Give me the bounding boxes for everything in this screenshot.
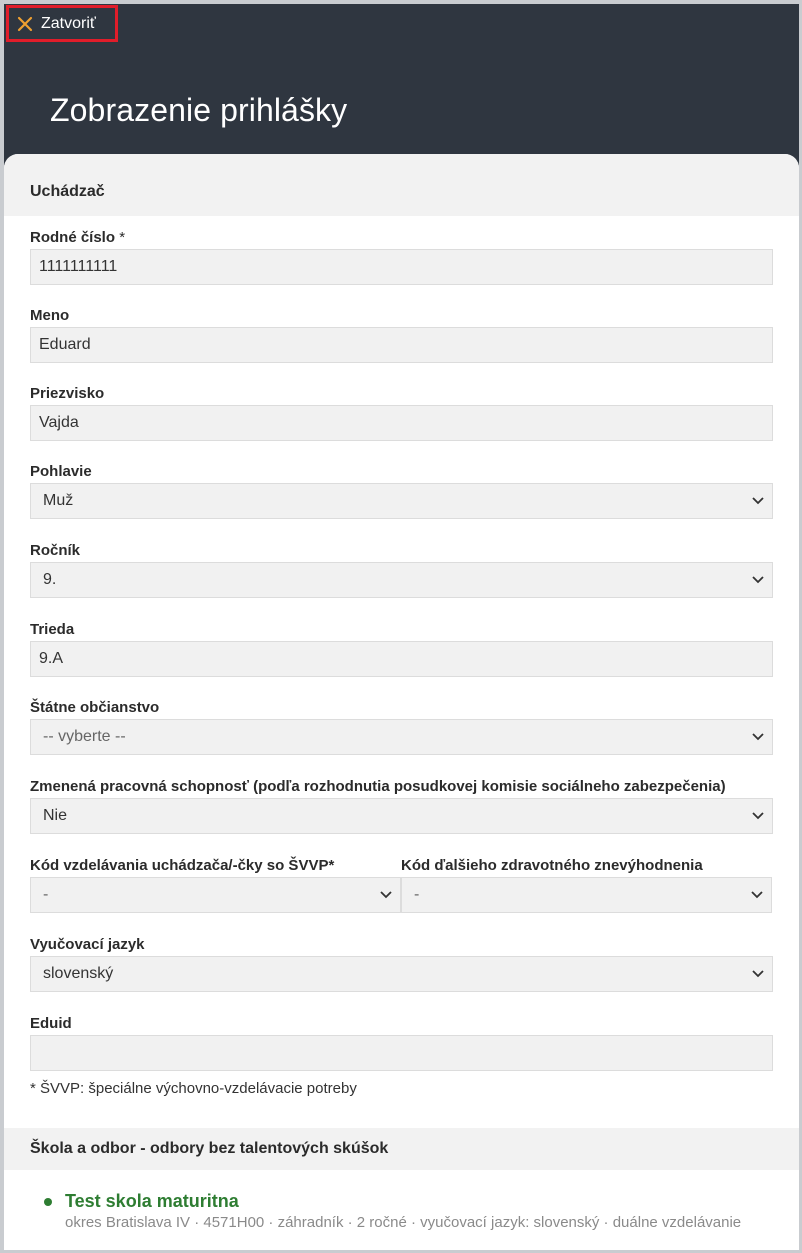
first-name-label: Meno — [30, 307, 70, 324]
school-meta: okres Bratislava IV · 4571H00 · záhradník · 2 ročné · vyučovací jazyk: slovenský · duálne vzdelávanie — [65, 1214, 742, 1231]
application-panel — [4, 154, 799, 1250]
class-input[interactable]: 9.A — [30, 641, 773, 677]
grade-field — [30, 541, 773, 598]
health-code-select[interactable]: - — [401, 877, 772, 913]
eduid-label: Eduid — [30, 1015, 72, 1032]
svvp-code-field — [30, 856, 401, 913]
required-mark: * — [119, 229, 126, 246]
health-code-label: Kód ďalšieho zdravotného znevýhodnenia — [401, 857, 703, 874]
chevron-down-icon — [752, 497, 764, 505]
chevron-down-icon — [752, 812, 764, 820]
eduid-field — [30, 1014, 773, 1071]
chevron-down-icon — [751, 891, 763, 899]
language-select[interactable]: slovenský — [30, 956, 773, 992]
last-name-input[interactable]: Vajda — [30, 405, 773, 441]
citizenship-label: Štátne občianstvo — [30, 699, 160, 716]
chevron-down-icon — [752, 970, 764, 978]
codes-row — [30, 856, 773, 913]
citizenship-field — [30, 698, 773, 755]
section-header-applicant: Uchádzač — [4, 154, 799, 216]
svvp-note: * ŠVVP: špeciálne výchovno-vzdelávacie potreby — [30, 1080, 357, 1097]
grade-select[interactable]: 9. — [30, 562, 773, 598]
reduced-capacity-select[interactable]: Nie — [30, 798, 773, 834]
close-label: Zatvoriť — [41, 14, 96, 32]
close-icon — [17, 16, 33, 32]
language-field — [30, 935, 773, 992]
class-field — [30, 620, 773, 677]
school-name[interactable]: Test skola maturitna — [65, 1191, 239, 1211]
close-button[interactable] — [6, 5, 118, 42]
first-name-input[interactable]: Eduard — [30, 327, 773, 363]
grade-label: Ročník — [30, 542, 81, 559]
birth-number-field — [30, 228, 773, 285]
gender-label: Pohlavie — [30, 463, 92, 480]
last-name-label: Priezvisko — [30, 385, 105, 402]
birth-number-label: Rodné číslo * — [30, 229, 126, 246]
reduced-capacity-field — [30, 777, 773, 834]
citizenship-select[interactable]: -- vyberte -- — [30, 719, 773, 755]
section-header-schools: Škola a odbor - odbory bez talentových skúšok — [4, 1128, 799, 1170]
class-label: Trieda — [30, 621, 75, 638]
chevron-down-icon — [752, 733, 764, 741]
reduced-capacity-label: Zmenená pracovná schopnosť (podľa rozhodnutia posudkovej komisie sociálneho zabezpečenia) — [30, 778, 726, 795]
health-code-field — [401, 856, 772, 913]
eduid-input[interactable] — [30, 1035, 773, 1071]
birth-number-input[interactable]: 1111111111 — [30, 249, 773, 285]
school-list-item — [44, 1191, 759, 1232]
chevron-down-icon — [752, 576, 764, 584]
header — [4, 4, 799, 172]
bullet-icon — [44, 1198, 52, 1206]
svvp-code-select[interactable]: - — [30, 877, 401, 913]
last-name-field — [30, 384, 773, 441]
gender-field — [30, 462, 773, 519]
gender-select[interactable]: Muž — [30, 483, 773, 519]
chevron-down-icon — [380, 891, 392, 899]
language-label: Vyučovací jazyk — [30, 936, 145, 953]
page-title: Zobrazenie prihlášky — [50, 92, 348, 128]
svvp-code-label: Kód vzdelávania uchádzača/-čky so ŠVVP* — [30, 857, 335, 874]
first-name-field — [30, 306, 773, 363]
